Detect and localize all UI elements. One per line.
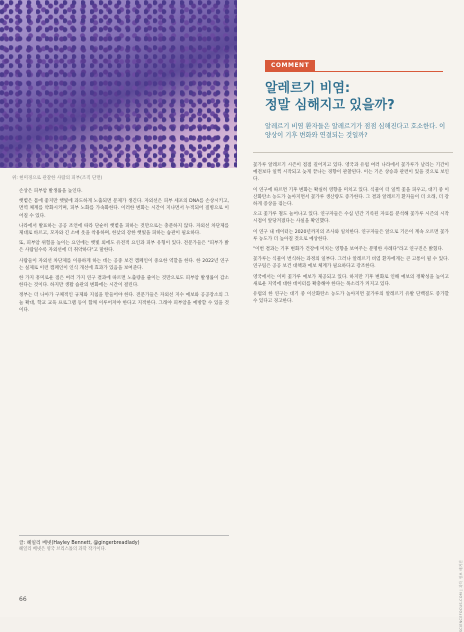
section-rule: [265, 71, 443, 72]
right-column: [253, 162, 449, 308]
header-divider: [253, 152, 453, 153]
left-paragraph-5: 사람들이 자외선 차단제를 이용하게 하는 데는 공중 보건 캠페인이 중요한 역할을 한다. 한 2022년 연구는 실제로 이런 캠페인이 인식 개선에 효과가 있음을 보여준다.: [19, 258, 229, 271]
side-running-text: SCIENCEFOCUS.COM | 과학 정보 매거진: [459, 560, 463, 632]
author-bio: 헤일리 베넷은 영국 브리스톨의 과학 작가이다.: [19, 547, 107, 552]
left-paragraph-3: 나라에서 발표하는 공공 조언에 따라 단순히 햇볕을 피하는 것만으로는 충분하지 않다. 자외선 차단제를 제대로 바르고, 모자와 긴 소매 옷을 착용하며, 한낮의 강한 햇빛을 피하는 습관이 필요하다.: [19, 223, 229, 237]
skin-micrograph-image: [0, 0, 237, 168]
right-paragraph-3: 오크 꽃가루 철도 늘어나고 있다. 연구자들은 수십 년간 기록된 자료를 분석해 꽃가루 시즌의 시작 시점이 앞당겨졌다는 사실을 확인했다.: [253, 212, 449, 225]
right-paragraph-8: 유럽의 한 연구는 대기 중 이산화탄소 농도가 높아지면 꽃가루의 알레르기 유발 단백질도 증가할 수 있다고 경고한다.: [253, 292, 449, 305]
right-paragraph-7: 영국에서는 이미 꽃가루 예보가 제공되고 있다. 하지만 기후 변화로 인해 예보의 정확성을 높이고 새로운 지역에 대한 데이터를 확충해야 한다는 목소리가 커지고 있다.: [253, 274, 449, 287]
left-paragraph-1: 손상은 피부암 발생률을 높인다.: [19, 189, 83, 194]
section-tag: COMMENT: [265, 60, 315, 71]
left-paragraph-6: 한 가지 흥미로운 점은 여러 가지 연구 결과에 따르면 노출량을 줄이는 것만으로도 피부암 발생률이 감소한다는 것이다. 하지만 생활 습관의 변화에는 시간이 걸린다.: [19, 276, 229, 289]
right-paragraph-1: 꽃가루 알레르기 시즌이 점점 길어지고 있다. 영국과 유럽 여러 나라에서 꽃가루가 날리는 기간이 예전보다 일찍 시작되고 늦게 끝나는 경향이 관찰된다. 이는 기온 상승과 관련이 있을 것으로 보인다.: [253, 163, 449, 183]
left-column: [19, 188, 229, 317]
left-paragraph-4: 또, 피부암 위험을 높이는 요인에는 햇빛 외에도 유전적 요인과 피부 유형이 있다. 전문가들은 "피부가 밝은 사람일수록 자외선에 더 취약하다"고 말한다.: [19, 241, 229, 254]
article-deck: 알레르기 비염 환자들은 알레르기가 점점 심해진다고 호소한다. 이 양상이 기후 변화와 연결되는 것일까?: [265, 123, 446, 139]
left-paragraph-7: 정부는 더 나아가 구체적인 규제와 지침을 만들어야 한다. 전문가들은 자외선 지수 예보와 공공장소의 그늘 확대, 학교 교육 프로그램 등이 함께 이루어져야 한다고 지적한다. 그래야 피부암을 예방할 수 있을 것이다.: [19, 293, 229, 313]
page-number: 66: [19, 596, 27, 603]
image-caption: 위: 현미경으로 관찰한 사람의 피부(조직 단면): [12, 176, 103, 181]
left-paragraph-2: 햇볕은 몸에 좋지만 햇빛에 과도하게 노출되면 문제가 생긴다. 자외선은 피부 세포의 DNA를 손상시키고, 면역 체계를 약화시키며, 피부 노화를 가속화한다. 이러한 변화는 시간이 지나면서 누적되어 질병으로 이어질 수 있다.: [19, 199, 229, 219]
title-line-2: 정말 심해지고 있을까?: [265, 98, 395, 113]
author-credit: [19, 535, 229, 552]
author-name: 글: 헤일리 베넷(Hayley Bennett, @gingerbreadlady): [19, 541, 140, 546]
title-line-1: 알레르기 비염:: [265, 81, 351, 96]
right-paragraph-5: "이번 결과는 기후 변화가 건강에 미치는 영향을 보여주는 분명한 사례다"라고 연구진은 밝혔다.: [253, 247, 444, 253]
right-paragraph-6: 꽃가루는 식물이 번식하는 과정의 일부다. 그러나 알레르기 비염 환자에게는 큰 고통이 될 수 있다. 연구팀은 공공 보건 대책과 예보 체계가 필요하다고 강조한다.: [253, 257, 449, 270]
right-paragraph-2: 이 연구에 따르면 기후 변화는 확실히 영향을 미치고 있다. 식물이 더 일찍 꽃을 피우고, 대기 중 이산화탄소 농도가 높아지면서 꽃가루 생산량도 증가한다. 그 결과 알레르기 환자들이 더 오래, 더 강하게 증상을 겪는다.: [253, 187, 449, 208]
article-title: [265, 80, 450, 114]
right-paragraph-4: 이 연구 내 데이터는 2020년까지의 조사와 일치한다. 연구자들은 앞으로 기온이 계속 오르면 꽃가루 농도가 더 높아질 것으로 예상한다.: [253, 229, 449, 242]
